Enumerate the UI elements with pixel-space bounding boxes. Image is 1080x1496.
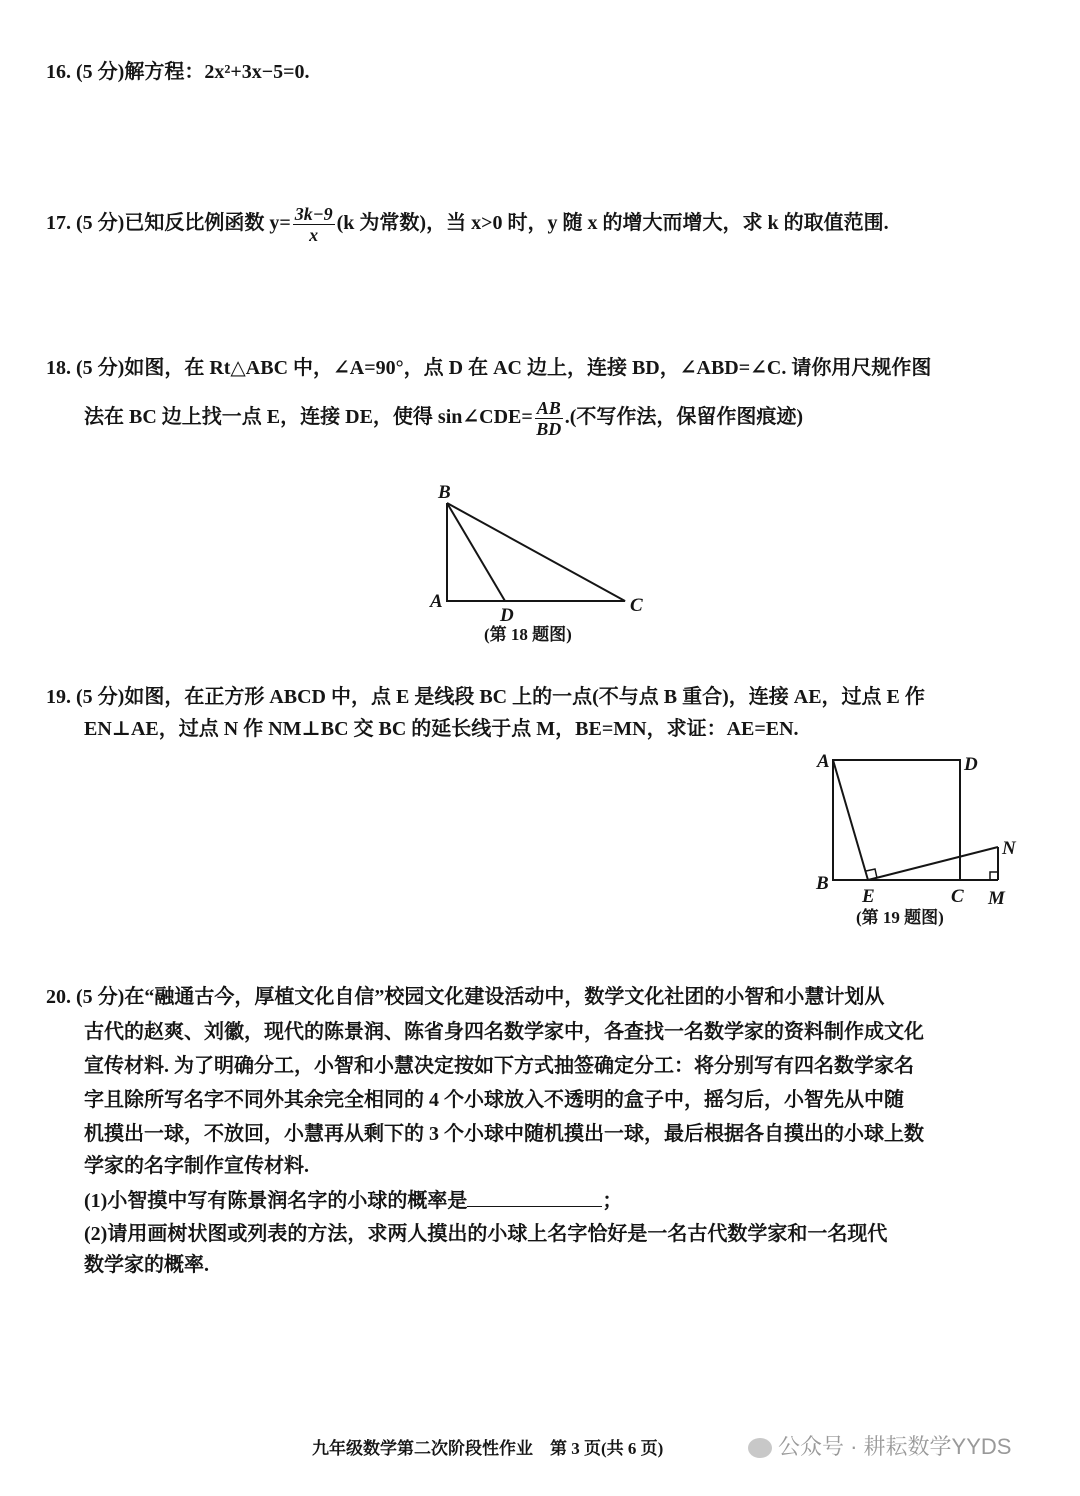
label-n: N: [1002, 838, 1016, 859]
triangle-abc: [447, 503, 625, 601]
segment-bd: [447, 503, 505, 601]
question-19-line1: 19. (5 分)如图，在正方形 ABCD 中，点 E 是线段 BC 上的一点(不与点 B 重合)，连接 AE，过点 E 作: [46, 686, 925, 708]
denominator: x: [309, 225, 319, 245]
label-c: C: [630, 595, 643, 616]
question-20-line: 20. (5 分)在“融通古今，厚植文化自信”校园文化建设活动中，数学文化社团的小智和小慧计划从: [46, 986, 885, 1008]
label-d: D: [500, 605, 514, 626]
answer-blank: [467, 1184, 602, 1207]
numerator: AB: [536, 398, 561, 418]
question-20-line: 机摸出一球，不放回，小慧再从剩下的 3 个小球中随机摸出一球，最后根据各自摸出的小球上数: [84, 1123, 924, 1145]
label-d: D: [964, 754, 978, 775]
question-16: 16. (5 分)解方程：2x²+3x−5=0.: [46, 61, 310, 83]
segment-ae: [833, 760, 868, 880]
question-20-sub1: [84, 1184, 622, 1216]
question-20-sub2-line2: 数学家的概率.: [84, 1254, 209, 1276]
label-e: E: [862, 886, 875, 907]
label-b: B: [816, 873, 829, 894]
q17-text-end: (k 为常数)，当 x>0 时，y 随 x 的增大而增大，求 k 的取值范围.: [336, 212, 889, 235]
sub1-end: ；: [602, 1190, 623, 1212]
question-19-line2: EN⊥AE，过点 N 作 NM⊥BC 交 BC 的延长线于点 M，BE=MN，求证：AE=EN.: [84, 718, 799, 740]
question-20-line: 字且除所写名字不同外其余完全相同的 4 个小球放入不透明的盒子中，摇匀后，小智先从中随: [84, 1089, 904, 1111]
label-c: C: [951, 886, 964, 907]
sub1-text: (1)小智摸中写有陈景润名字的小球的概率是: [84, 1190, 468, 1212]
wechat-icon: [748, 1438, 772, 1458]
denominator: BD: [536, 419, 562, 439]
q17-text: 17. (5 分)已知反比例函数 y=: [46, 212, 291, 235]
watermark: [748, 1430, 1011, 1461]
question-20-sub2: (2)请用画树状图或列表的方法，求两人摸出的小球上名字恰好是一名古代数学家和一名现代: [84, 1223, 888, 1245]
label-a: A: [817, 751, 830, 772]
figure-18-caption: (第 18 题图): [484, 625, 572, 644]
question-20-line: 古代的赵爽、刘徽，现代的陈景润、陈省身四名数学家中，各查找一名数学家的资料制作成文化: [84, 1021, 924, 1043]
segment-en: [868, 847, 998, 880]
label-m: M: [988, 888, 1005, 909]
q18-text: 法在 BC 边上找一点 E，连接 DE，使得 sin∠CDE=: [84, 406, 533, 429]
label-a: A: [430, 591, 443, 612]
figure-19: [833, 760, 998, 880]
figure-19-caption: (第 19 题图): [856, 908, 944, 927]
q18-text-end: .(不写作法，保留作图痕迹): [564, 406, 804, 429]
question-20-line: 宣传材料. 为了明确分工，小智和小慧决定按如下方式抽签确定分工：将分别写有四名数学家名: [84, 1055, 914, 1077]
numerator: 3k−9: [294, 204, 333, 224]
label-b: B: [438, 482, 451, 503]
page-footer: 九年级数学第二次阶段性作业 第 3 页(共 6 页): [312, 1439, 664, 1458]
watermark-text: 公众号 · 耕耘数学YYDS: [778, 1434, 1012, 1459]
question-20-line: 学家的名字制作宣传材料.: [84, 1155, 309, 1177]
right-angle-m: [990, 872, 998, 880]
question-18-line1: 18. (5 分)如图，在 Rt△ABC 中，∠A=90°，点 D 在 AC 边上，连接 BD，∠ABD=∠C. 请你用尺规作图: [46, 357, 932, 379]
